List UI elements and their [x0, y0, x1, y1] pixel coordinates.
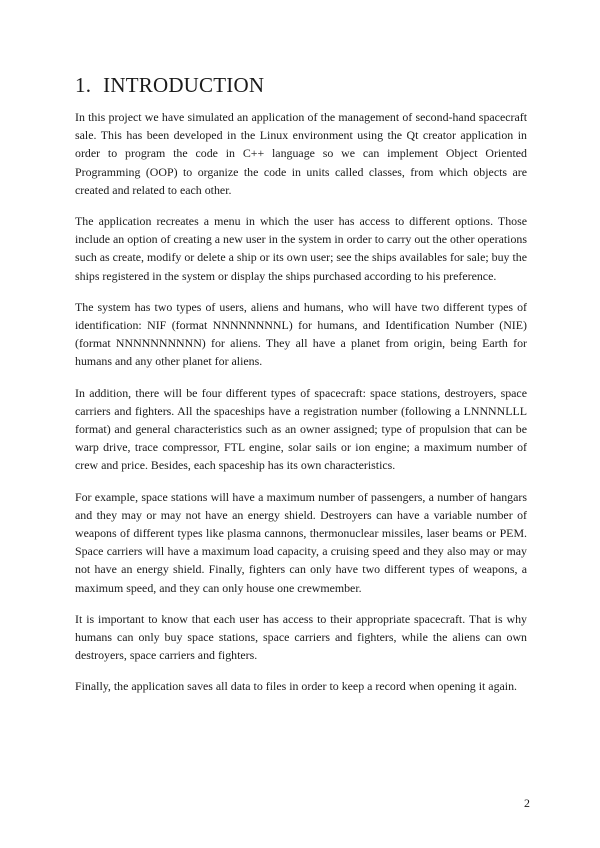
paragraph-data-saving: Finally, the application saves all data to files in order to keep a record when opening it again. [75, 679, 518, 694]
paragraph-project-overview: In this project we have simulated an application of the management of second-hand spacecraft sale. This has been developed in the Linux environment using the Qt creator application in order to program the code in C++ language so we can implement Object Oriented Programming (OOP) to organize the code in units called classes, from which objects are created and related to each other. [75, 110, 527, 197]
page-content [75, 72, 527, 709]
section-number: 1. [75, 73, 92, 97]
section-title: INTRODUCTION [103, 73, 265, 97]
paragraph-user-access: It is important to know that each user has access to their appropriate spacecraft. That is why humans can only buy space stations, space carriers and fighters, while the aliens can own destroyers, space carriers and fighters. [75, 611, 527, 663]
paragraph-spacecraft-examples: For example, space stations will have a maximum number of passengers, a number of hangars and they may or may not have an energy shield. Destroyers can have a variable number of weapons of different types like plasma cannons, thermonuclear missiles, laser beams or PEM. Space carriers will have a maximum load capacity, a cruising speed and they also may or may not have an energy shield. Finally, fighters can only have two different types of weapons, a maximum speed, and they can only house one crewmember. [75, 489, 527, 595]
page-number: 2 [524, 796, 530, 810]
paragraph-spacecraft-types: In addition, there will be four different types of spacecraft: space stations, destroyers, space carriers and fighters. All the spaceships have a registration number (following a LNNNNLLL format) and general characteristics such as an owner assigned; type of propulsion that can be warp drive, trace compressor, FTL engine, solar sails or ion engine; a maximum number of crew and price. Besides, each spaceship has its own characteristics. [75, 385, 527, 473]
section-heading [75, 72, 527, 98]
paragraph-user-types: The system has two types of users, aliens and humans, who will have two different types of identification: NIF (format NNNNNNNNL) for humans, and Identification Number (NIE) (format NNNNNNNNNN) for aliens. They all have a planet from origin, being Earth for humans and any other planet for aliens. [75, 299, 527, 369]
paragraph-menu-options: The application recreates a menu in which the user has access to different options. Those include an option of creating a new user in the system in order to carry out the other operations such as create, modify or delete a ship or its own user; see the ships availables for sale; buy the ships registered in the system or display the ships purchased according to his preference. [75, 214, 527, 283]
